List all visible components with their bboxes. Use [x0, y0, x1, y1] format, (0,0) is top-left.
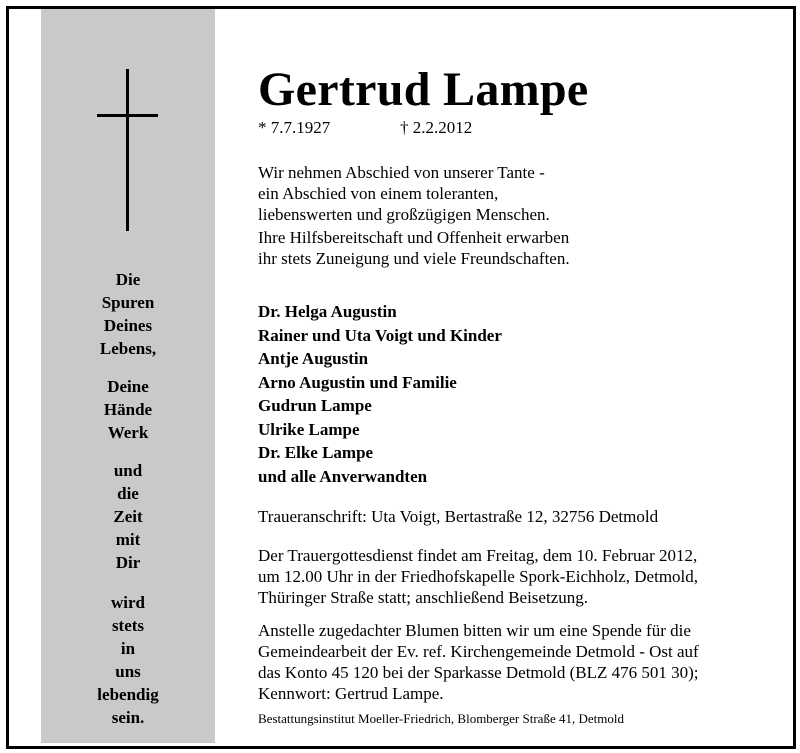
text-line: ein Abschied von einem toleranten,: [258, 184, 499, 203]
verse-line: Zeit: [113, 507, 143, 526]
verse-stanza-2: [41, 375, 215, 444]
verse-stanza-4: [41, 591, 215, 729]
verse-line: und: [113, 461, 143, 480]
birth-date: * 7.7.1927: [258, 118, 331, 137]
mourner-name: Ulrike Lampe: [258, 419, 360, 439]
mourner-name: Dr. Helga Augustin: [258, 302, 397, 321]
verse-line: uns: [115, 662, 141, 681]
verse-line: Spuren: [101, 293, 155, 312]
verse-line: Die: [115, 270, 141, 289]
text-line: Anstelle zugedachter Blumen bitten wir um eine Spende für die: [258, 621, 691, 640]
deceased-name: Gertrud Lampe: [258, 63, 589, 116]
cross-horizontal-bar: [97, 114, 158, 117]
verse-line: Werk: [107, 423, 149, 442]
donation-info: [258, 620, 699, 704]
text-line: Kennwort: Gertrud Lampe.: [258, 684, 444, 703]
verse-line: wird: [111, 593, 145, 612]
mourner-name: Gudrun Lampe: [258, 396, 372, 415]
text-line: Wir nehmen Abschied von unserer Tante -: [258, 163, 545, 182]
verse-line: stets: [111, 616, 145, 635]
text-line: Thüringer Straße statt; anschließend Beisetzung.: [258, 588, 588, 607]
verse-line: Hände: [103, 400, 153, 419]
text-line: Der Trauergottesdienst findet am Freitag, dem 10. Februar 2012,: [258, 546, 698, 565]
mourner-name: Dr. Elke Lampe: [258, 443, 374, 462]
verse-line: Dir: [115, 553, 141, 572]
text-line: das Konto 45 120 bei der Sparkasse Detmold (BLZ 476 501 30);: [258, 663, 699, 682]
life-dates: [258, 117, 473, 139]
service-info: [258, 545, 698, 608]
mourner-name: und alle Anverwandten: [258, 466, 428, 486]
mourning-address: Traueranschrift: Uta Voigt, Bertastraße 12, 32756 Detmold: [258, 507, 659, 526]
cross-vertical-bar: [126, 69, 129, 231]
verse-line: Lebens,: [99, 339, 157, 358]
text-line: Gemeindearbeit der Ev. ref. Kirchengemeinde Detmold - Ost auf: [258, 642, 699, 661]
verse-line: die: [117, 484, 139, 503]
verse-stanza-3: [41, 459, 215, 574]
text-line: ihr stets Zuneigung und viele Freundschaften.: [258, 249, 570, 268]
verse-line: mit: [115, 530, 141, 549]
text-line: Ihre Hilfsbereitschaft und Offenheit erwarben: [258, 228, 570, 247]
funeral-home-footer: Bestattungsinstitut Moeller-Friedrich, Blomberger Straße 41, Detmold: [258, 711, 624, 726]
mourners-list: [258, 300, 502, 488]
verse-line: in: [120, 639, 136, 658]
text-line: liebenswerten und großzügigen Menschen.: [258, 205, 550, 224]
verse-stanza-1: [41, 268, 215, 360]
verse-line: Deine: [107, 377, 149, 396]
text-line: um 12.00 Uhr in der Friedhofskapelle Spork-Eichholz, Detmold,: [258, 567, 699, 586]
verse-line: lebendig: [97, 685, 159, 704]
mourner-name: Arno Augustin und Familie: [258, 372, 457, 392]
verse-line: Deines: [103, 316, 153, 335]
mourner-name: Rainer und Uta Voigt und Kinder: [258, 325, 502, 345]
farewell-text: [258, 162, 570, 269]
verse-line: sein.: [111, 708, 145, 727]
mourner-name: Antje Augustin: [258, 349, 369, 368]
death-date: † 2.2.2012: [400, 118, 473, 137]
